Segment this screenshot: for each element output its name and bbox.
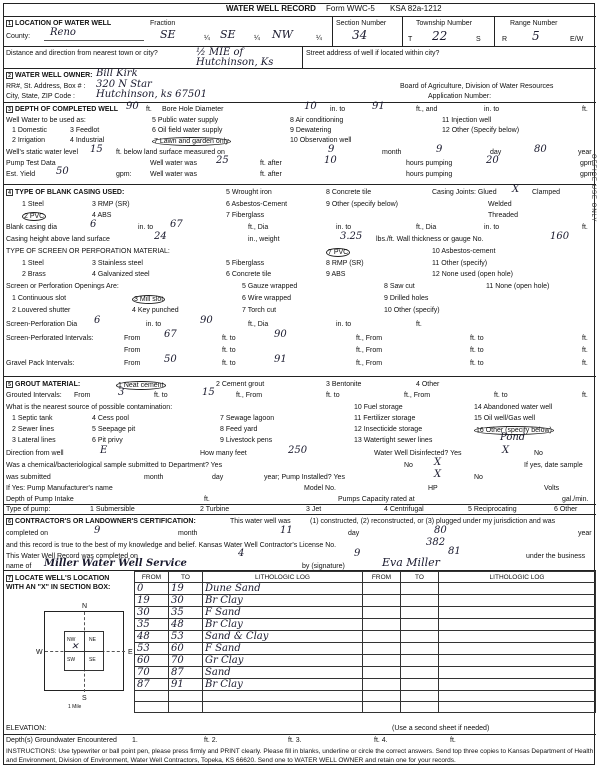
distance-label: Distance and direction from nearest town or city? xyxy=(6,50,158,57)
section-box: NW NE SW SE ✕ xyxy=(44,611,124,691)
log-to-cell: 60 xyxy=(169,643,203,655)
log-log-cell: Sand xyxy=(203,667,363,679)
fraction-label: Fraction xyxy=(150,20,176,27)
county-value: Reno xyxy=(50,27,76,38)
water-well-record-form xyxy=(3,3,595,765)
city-value: Hutchinson, ks 67501 xyxy=(96,89,207,100)
blank-casing-dia: 6 xyxy=(90,219,97,230)
screen-pvc-circled: 7 PVC xyxy=(328,249,349,256)
section-location: 1 LOCATION OF WATER WELL County: Reno Fraction SE ¼ SE ¼ NW ¼ Section Number 34 Township Number T 22 S Range Number R 5 E/W xyxy=(4,16,596,46)
static-month: 9 xyxy=(328,144,335,155)
section-number: 34 xyxy=(352,28,368,42)
completed-month: 9 xyxy=(94,525,101,536)
neat-cement-circled: 1 Neat cement xyxy=(118,382,164,389)
distance-value: ½ MIE of Hutchinson, Ks xyxy=(196,47,274,68)
log-log-cell: Sand & Clay xyxy=(203,631,363,643)
static-day: 9 xyxy=(436,144,443,155)
gauge-number: 160 xyxy=(550,231,570,242)
address-value: 320 N Star xyxy=(96,79,152,90)
table-row xyxy=(135,619,596,631)
screen-perforation-dia: 6 xyxy=(94,315,101,326)
log-to-cell: 35 xyxy=(169,607,203,619)
log-to-cell: 87 xyxy=(169,667,203,679)
grout-to: 15 xyxy=(202,387,215,398)
blank-casing-to: 67 xyxy=(170,219,183,230)
grout-from: 3 xyxy=(118,387,125,398)
instructions: INSTRUCTIONS: Use typewriter or ball point pen, please press firmly and PRINT clearly. Please fill in blanks, underline or circle the correct answers. Send top three copies to Kansas Department of Health and Environment, Division of Environment, Water Well Contractors, Topeka, KS 66620. Send one to WATER WELL OWNER and retain one for your records. xyxy=(6,748,594,764)
source-pond: Pond xyxy=(500,432,526,443)
log-log-cell: Br Clay xyxy=(203,679,363,691)
county-label: County: xyxy=(6,33,31,40)
section-casing: 4 TYPE OF BLANK CASING USED: 1 Steel 2 PVC 3 RMP (SR) 4 ABS 5 Wrought iron 6 Asbestos-Cement 7 Fiberglass 8 Concrete tile 9 Other (specify below) Casing Joints: Glued X Clamped Welded Threaded Blank casing dia 6 in. to 67 ft., Dia in. to ft., Dia in. to ft. Casing height above land surface 24 in., weight 3.25 lbs./ft. Wall thickness or gauge No. 160 TYPE OF SCREEN OR PERFORATION MATERIAL: 1 Steel 2 Brass 3 Stainless steel 4 Galvanized steel 5 Fiberglass 6 Concrete tile 7 PVC 8 RMP (SR) 9 ABS 10 Asbestos-cement 11 Other (specify) 12 None used (open hole) Screen or Perforation Openings Are: 1 Continuous slot 2 Louvered shutter 3 Mill slot 4 Key punched 5 Gauze wrapped 6 Wire wrapped 7 Torch cut 8 Saw cut 9 Drilled holes 10 Other (specify) 11 None (open hole) Screen-Perforation Dia 6 in. to 90 ft., Dia in. to ft. Screen-Perforated Intervals: From 67 ft. to 90 ft., From ft. to ft. From ft. to ft., From ft. to ft. Gravel Pack Intervals: From 50 ft. to 91 ft., From ft. to ft. xyxy=(4,184,596,376)
location-heading: LOCATION OF WATER WELL xyxy=(15,20,112,27)
section-log: 7 LOCATE WELL'S LOCATION WITH AN "X" IN SECTION BOX: NW NE SW SE ✕ N S W E 1 Mile ELEVATION: FROM TO LITHOLOGIC LOG FROM TO LITHOLOGIC LOG 0 19 Dune Sand 19 30 Br Clay 30 35 F Sand 35 48 Br Clay 48 53 Sand & Clay 53 60 F Sand 60 70 Gr Clay 70 87 Sand 87 91 Br Clay (Use a second sheet if needed) xyxy=(4,570,596,734)
completed-year: 80 xyxy=(434,525,447,536)
log-to-cell: 19 xyxy=(169,583,203,595)
screen-perforation-to: 90 xyxy=(200,315,213,326)
township-label: Township Number xyxy=(416,20,473,27)
range-label: Range Number xyxy=(510,20,558,27)
log-from-cell: 0 xyxy=(135,583,169,595)
street-address-label: Street address of well if located within city? xyxy=(306,50,440,57)
mill-slot-circled: 3 Mill slot xyxy=(134,296,164,303)
fraction-2: SE xyxy=(220,28,236,41)
record-year: 81 xyxy=(448,546,461,557)
log-from-cell: 19 xyxy=(135,595,169,607)
table-row xyxy=(135,595,596,607)
depth-value: 90 xyxy=(126,101,139,112)
log-to-cell: 91 xyxy=(169,679,203,691)
fraction-1: SE xyxy=(160,28,176,41)
table-row xyxy=(135,655,596,667)
perforated-to: 90 xyxy=(274,329,287,340)
business-name: Miller Water Well Service xyxy=(44,558,187,569)
log-to-cell: 30 xyxy=(169,595,203,607)
bore-diameter: 10 xyxy=(304,101,317,112)
well-location-x: ✕ xyxy=(71,642,79,652)
contractor-signature: Eva Miller xyxy=(382,556,440,569)
log-from-cell: 35 xyxy=(135,619,169,631)
table-row xyxy=(135,583,596,595)
static-year: 80 xyxy=(534,144,547,155)
table-row xyxy=(135,607,596,619)
log-to-cell: 53 xyxy=(169,631,203,643)
lawn-garden-circled: 7 Lawn and garden only xyxy=(154,138,229,145)
city-label: City, State, ZIP Code : xyxy=(6,93,75,100)
log-log-cell: Dune Sand xyxy=(203,583,363,595)
owner-heading: WATER WELL OWNER: xyxy=(15,72,93,79)
fraction-3: NW xyxy=(272,28,293,41)
casing-weight: 3.25 xyxy=(340,231,363,242)
license-number: 382 xyxy=(426,537,446,548)
table-row xyxy=(135,643,596,655)
section-grout: 5 GROUT MATERIAL: 1 Neat cement 2 Cement grout 3 Bentonite 4 Other Grouted Intervals: From 3 ft. to 15 ft., From ft. to ft., From ft. to ft. What is the nearest source of possible contamination: 1 Septic tank 2 Sewer lines 3 Lateral lines 4 Cess pool 5 Seepage pit 6 Pit privy 7 Sewage lagoon 8 Feed yard 9 Livestock pens 10 Fuel storage 11 Fertilizer storage 12 Insecticide storage 13 Watertight sewer lines 14 Abandoned water well 15 Oil well/Gas well 16 Other (specify below) Pond Direction from well E How many feet 250 Water Well Disinfected? Yes X No Was a chemical/bacteriological sample submitted to Department? Yes No X If yes, date sample was submitted month day year; Pump Installed? Yes X No If Yes: Pump Manufacturer's name Model No. HP Volts Depth of Pump Intake ft. Pumps Capacity rated at gal./min. xyxy=(4,376,596,504)
gravel-to: 91 xyxy=(274,354,287,365)
log-from-cell: 30 xyxy=(135,607,169,619)
distance-row xyxy=(4,46,596,68)
certification-heading: CONTRACTOR'S OR LANDOWNER'S CERTIFICATION: xyxy=(15,518,196,525)
pump-hours: 10 xyxy=(324,155,337,166)
township-number: 22 xyxy=(432,29,448,43)
pump-installed-mark: X xyxy=(434,469,442,480)
section-certification: 6 CONTRACTOR'S OR LANDOWNER'S CERTIFICATION: This water well was (1) constructed, (2) reconstructed, or (3) plugged under my jurisdiction and was completed on 9 month 11 day 80 year and this record is true to the best of my knowledge and belief. Kansas Water Well Contractor's License No. 382 This Water Well Record was completed on 4 9 81 under the business name of Miller Water Well Service by (signature) Eva Miller xyxy=(4,514,596,570)
log-log-cell: Gr Clay xyxy=(203,655,363,667)
log-from-cell: 48 xyxy=(135,631,169,643)
grout-heading: GROUT MATERIAL: xyxy=(15,381,81,388)
distance-feet: 250 xyxy=(288,445,308,456)
form-header xyxy=(4,3,596,17)
form-number: Form WWC-5 xyxy=(326,4,375,13)
sample-no-mark: X xyxy=(434,457,442,468)
casing-pvc-circled: 2 PVC xyxy=(24,213,45,220)
locate-heading: LOCATE WELL'S LOCATION WITH AN "X" IN SECTION BOX: xyxy=(6,575,111,591)
pump-water-level: 25 xyxy=(216,155,229,166)
log-log-cell: F Sand xyxy=(203,607,363,619)
ksa-reference: KSA 82a-1212 xyxy=(390,4,442,13)
log-log-cell: F Sand xyxy=(203,643,363,655)
perforated-from: 67 xyxy=(164,329,177,340)
lithologic-log-table: FROM TO LITHOLOGIC LOG FROM TO LITHOLOGIC LOG 0 19 Dune Sand 19 30 Br Clay 30 35 F Sand 35 48 Br Clay 48 53 Sand & Clay 53 60 F Sand 60 70 Gr Clay 70 87 Sand 87 91 Br Clay xyxy=(134,571,596,713)
record-day: 9 xyxy=(354,548,361,559)
pump-type-row: Type of pump: 1 Submersible 2 Turbine 3 Jet 4 Centrifugal 5 Reciprocating 6 Other xyxy=(4,504,596,514)
gravel-from: 50 xyxy=(164,354,177,365)
pump-gpm: 20 xyxy=(486,155,499,166)
casing-height: 24 xyxy=(154,231,167,242)
direction-value: E xyxy=(100,445,108,456)
log-to-cell: 70 xyxy=(169,655,203,667)
log-from-cell: 53 xyxy=(135,643,169,655)
completed-day: 11 xyxy=(280,525,293,536)
log-to-cell: 48 xyxy=(169,619,203,631)
est-yield: 50 xyxy=(56,166,69,177)
log-log-cell: Br Clay xyxy=(203,619,363,631)
static-level: 15 xyxy=(90,144,103,155)
form-title: WATER WELL RECORD xyxy=(226,4,316,13)
table-row xyxy=(135,631,596,643)
table-row xyxy=(135,667,596,679)
table-row xyxy=(135,679,596,691)
casing-heading: TYPE OF BLANK CASING USED: xyxy=(15,189,125,196)
office-use-label: OFFICE USE ONLY xyxy=(590,154,596,223)
application-number-label: Application Number: xyxy=(428,93,492,100)
disinfected-mark: X xyxy=(502,445,510,456)
footer: Depth(s) Groundwater Encountered 1. ft. 2. ft. 3. ft. 4. ft. INSTRUCTIONS: Use typewriter or ball point pen, please press firmly and PRINT clearly. Please fill in blanks, underline or circle the correct answers. Send top three copies to Kansas Department of Health and Environment, Division of Environment, Water Well Contractors, Topeka, KS 66620. Send one to WATER WELL OWNER and retain one for your records. xyxy=(4,734,596,766)
owner-name: Bill Kirk xyxy=(96,68,138,79)
log-from-cell: 60 xyxy=(135,655,169,667)
log-from-cell: 70 xyxy=(135,667,169,679)
board-text: Board of Agriculture, Division of Water Resources xyxy=(400,83,554,90)
depth-heading: DEPTH OF COMPLETED WELL xyxy=(15,106,119,113)
range-number: 5 xyxy=(532,29,540,43)
record-month: 4 xyxy=(238,548,245,559)
glued-mark: X xyxy=(512,184,520,195)
section-number-label: Section Number xyxy=(336,20,387,27)
bore-to: 91 xyxy=(372,101,385,112)
section-owner: 2 WATER WELL OWNER: Bill Kirk RR#, St. Address, Box # : 320 N Star City, State, ZIP Code : Hutchinson, ks 67501 Board of Agriculture, Division of Water Resources Application Number: xyxy=(4,68,596,102)
other-source-circled: 16 Other (specify below) xyxy=(476,427,552,434)
log-from-cell: 87 xyxy=(135,679,169,691)
address-label: RR#, St. Address, Box # : xyxy=(6,83,86,90)
section-depth: 3 DEPTH OF COMPLETED WELL 90 ft. Bore Hole Diameter 10 in. to 91 ft., and in. to ft. Well Water to be used as: 1 Domestic 2 Irrigation 3 Feedlot 4 Industrial 5 Public water supply 6 Oil field water supply 7 Lawn and garden only 8 Air conditioning 9 Dewatering 10 Observation well 11 Injection well 12 Other (Specify below) Well's static water level 15 ft. below land surface measured on 9 month 9 day 80 year Pump Test Data Well water was 25 ft. after 10 hours pumping 20 gpm Est. Yield 50 gpm: Well water was ft. after hours pumping gpm xyxy=(4,102,596,184)
log-log-cell: Br Clay xyxy=(203,595,363,607)
